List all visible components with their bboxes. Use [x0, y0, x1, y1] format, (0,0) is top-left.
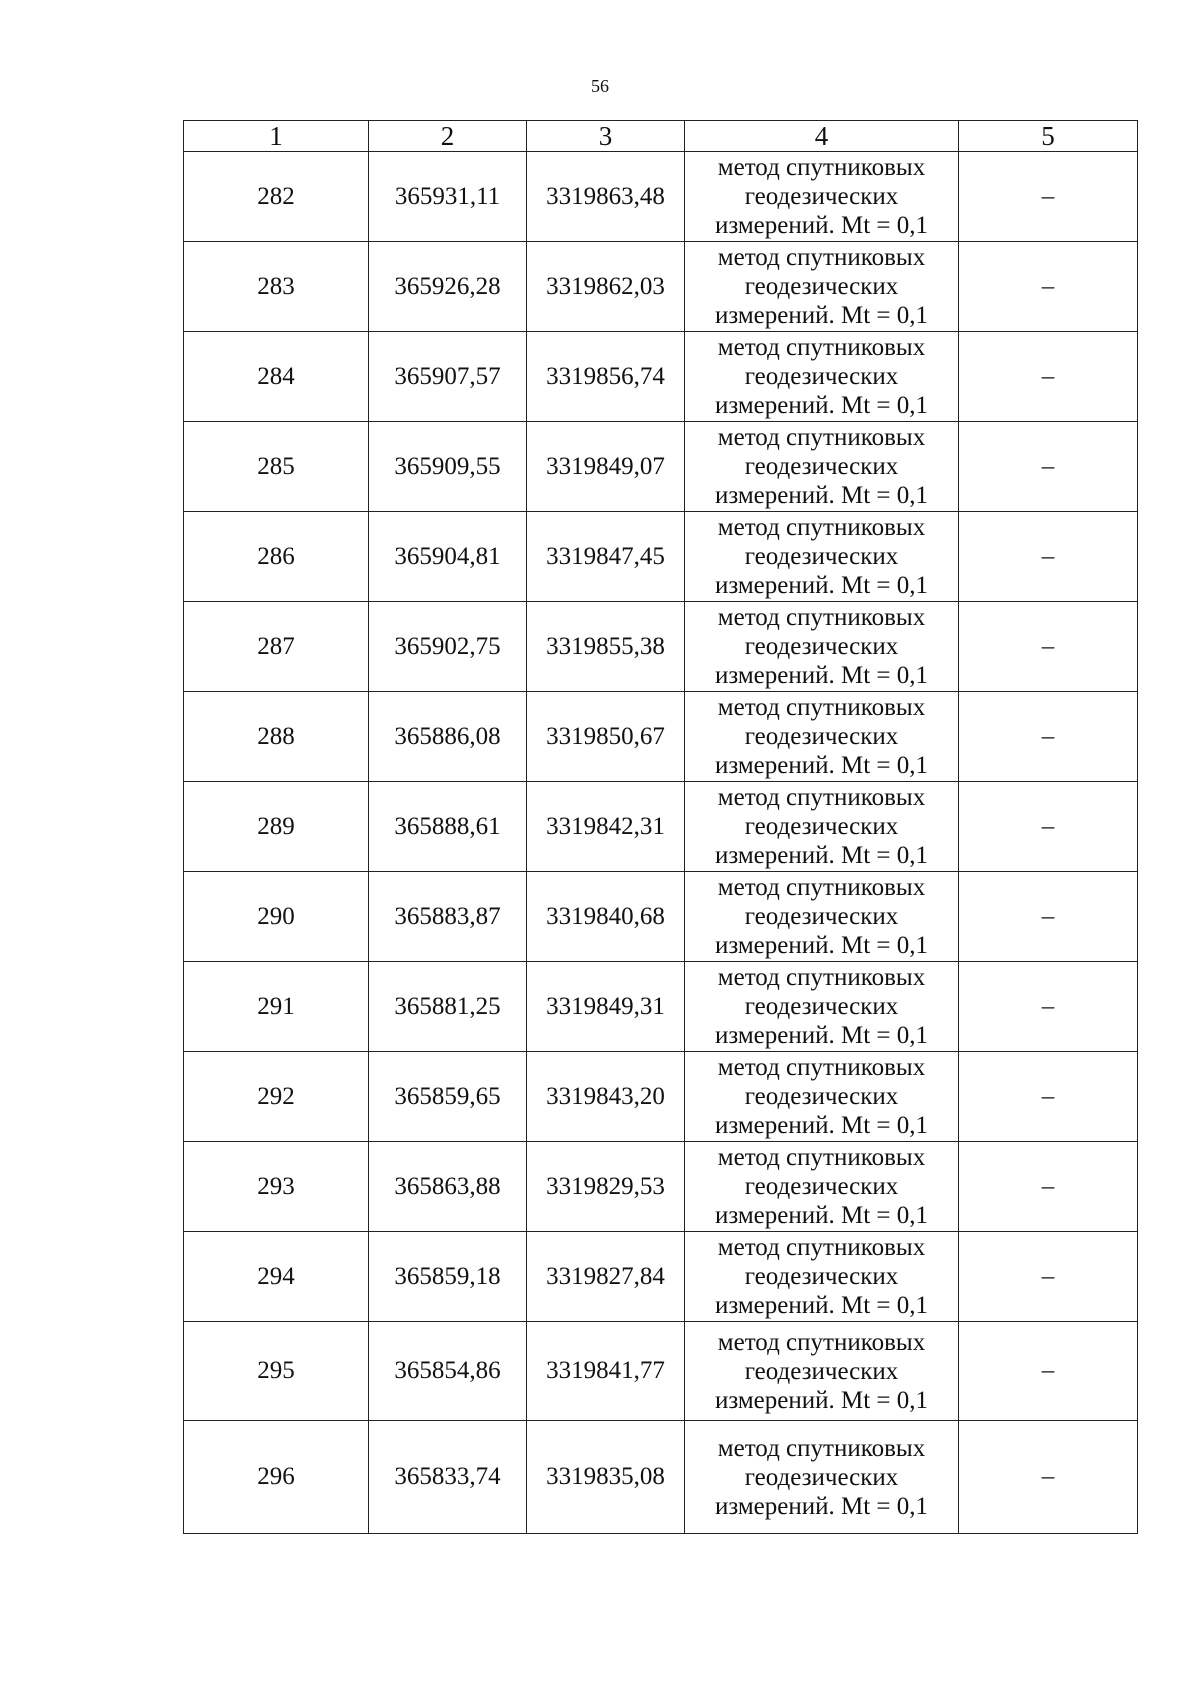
x-coordinate-cell	[369, 1322, 527, 1421]
point-number: 289	[257, 812, 295, 840]
method-cell	[685, 872, 959, 962]
note-cell	[959, 1052, 1138, 1142]
point-number: 295	[257, 1357, 295, 1384]
x-coordinate: 365854,86	[394, 1357, 501, 1384]
x-coordinate: 365833,74	[394, 1463, 501, 1490]
x-coordinate-cell	[369, 782, 527, 872]
point-number: 284	[257, 362, 295, 390]
x-coordinate-cell	[369, 1052, 527, 1142]
note-cell	[959, 962, 1138, 1052]
table-row	[184, 1232, 1138, 1322]
page-number: 56	[591, 76, 609, 96]
point-number-cell	[184, 1421, 369, 1534]
point-number-cell	[184, 422, 369, 512]
point-number-cell	[184, 152, 369, 242]
y-coordinate: 3319843,20	[546, 1082, 665, 1110]
coordinates-table	[183, 120, 1138, 1534]
method-line: метод спутниковых	[717, 424, 926, 451]
method-line: геодезических	[744, 993, 899, 1020]
note-value: –	[1041, 182, 1055, 210]
method-cell	[685, 1421, 959, 1534]
method-cell	[685, 782, 959, 872]
y-coordinate: 3319862,03	[546, 272, 665, 300]
y-coordinate-cell	[527, 512, 685, 602]
y-coordinate: 3319829,53	[546, 1172, 665, 1200]
method-line: метод спутниковых	[717, 964, 926, 991]
y-coordinate-cell	[527, 242, 685, 332]
note-cell	[959, 242, 1138, 332]
point-number-cell	[184, 1052, 369, 1142]
table-header-row	[184, 121, 1138, 152]
point-number: 283	[257, 272, 295, 300]
x-coordinate-cell	[369, 422, 527, 512]
note-value: –	[1041, 1463, 1055, 1490]
y-coordinate-cell	[527, 332, 685, 422]
note-value: –	[1041, 1262, 1055, 1290]
table-row	[184, 152, 1138, 242]
method-line: измерений. Mt = 0,1	[714, 302, 929, 329]
point-number-cell	[184, 332, 369, 422]
point-number: 293	[257, 1172, 295, 1200]
x-coordinate-cell	[369, 692, 527, 782]
point-number-cell	[184, 692, 369, 782]
point-number: 292	[257, 1082, 295, 1110]
x-coordinate-cell	[369, 242, 527, 332]
note-value: –	[1041, 1357, 1055, 1384]
method-line: измерений. Mt = 0,1	[714, 1022, 929, 1049]
point-number-cell	[184, 512, 369, 602]
y-coordinate-cell	[527, 422, 685, 512]
table-row	[184, 512, 1138, 602]
method-line: геодезических	[744, 813, 899, 840]
column-header: 4	[685, 121, 959, 152]
column-header: 3	[527, 121, 685, 152]
method-line: геодезических	[744, 183, 899, 210]
x-coordinate: 365886,08	[394, 722, 501, 750]
method-line: измерений. Mt = 0,1	[714, 842, 929, 869]
method-cell	[685, 512, 959, 602]
note-cell	[959, 512, 1138, 602]
table-row	[184, 1052, 1138, 1142]
method-line: измерений. Mt = 0,1	[714, 482, 929, 509]
y-coordinate-cell	[527, 602, 685, 692]
method-line: геодезических	[744, 1463, 899, 1491]
point-number: 282	[257, 182, 295, 210]
column-header: 5	[959, 121, 1138, 152]
column-header: 2	[369, 121, 527, 152]
method-line: геодезических	[744, 633, 899, 660]
method-cell	[685, 332, 959, 422]
table-row	[184, 422, 1138, 512]
x-coordinate: 365863,88	[394, 1172, 501, 1200]
note-cell	[959, 152, 1138, 242]
x-coordinate: 365904,81	[394, 542, 501, 570]
method-line: геодезических	[744, 903, 899, 930]
point-number: 286	[257, 542, 295, 570]
point-number-cell	[184, 242, 369, 332]
method-line: геодезических	[744, 453, 899, 480]
x-coordinate-cell	[369, 512, 527, 602]
y-coordinate: 3319863,48	[546, 182, 665, 210]
method-cell	[685, 152, 959, 242]
method-line: метод спутниковых	[717, 1434, 926, 1462]
method-line: метод спутниковых	[717, 784, 926, 811]
y-coordinate-cell	[527, 1142, 685, 1232]
method-line: метод спутниковых	[717, 514, 926, 541]
x-coordinate: 365859,18	[394, 1262, 501, 1290]
method-line: геодезических	[744, 1083, 899, 1110]
x-coordinate: 365859,65	[394, 1082, 501, 1110]
method-line: измерений. Mt = 0,1	[714, 1292, 929, 1319]
method-line: измерений. Mt = 0,1	[714, 932, 929, 959]
y-coordinate: 3319841,77	[546, 1357, 665, 1384]
point-number-cell	[184, 962, 369, 1052]
method-line: геодезических	[744, 1263, 899, 1290]
note-cell	[959, 1142, 1138, 1232]
note-value: –	[1041, 542, 1055, 570]
point-number-cell	[184, 602, 369, 692]
note-value: –	[1041, 272, 1055, 300]
table-row	[184, 692, 1138, 782]
method-line: геодезических	[744, 1173, 899, 1200]
note-cell	[959, 1232, 1138, 1322]
note-value: –	[1041, 632, 1055, 660]
y-coordinate-cell	[527, 962, 685, 1052]
y-coordinate-cell	[527, 1322, 685, 1421]
x-coordinate-cell	[369, 152, 527, 242]
method-cell	[685, 1232, 959, 1322]
method-line: геодезических	[744, 723, 899, 750]
point-number: 287	[257, 632, 295, 660]
point-number: 296	[257, 1463, 295, 1490]
point-number-cell	[184, 1232, 369, 1322]
note-value: –	[1041, 1172, 1055, 1200]
method-cell	[685, 602, 959, 692]
point-number: 290	[257, 902, 295, 930]
method-cell	[685, 1142, 959, 1232]
note-value: –	[1041, 902, 1055, 930]
x-coordinate: 365902,75	[394, 632, 501, 660]
note-cell	[959, 692, 1138, 782]
y-coordinate: 3319827,84	[546, 1262, 665, 1290]
note-value: –	[1041, 992, 1055, 1020]
table-row	[184, 1142, 1138, 1232]
y-coordinate-cell	[527, 1232, 685, 1322]
y-coordinate: 3319849,07	[546, 452, 665, 480]
note-cell	[959, 422, 1138, 512]
y-coordinate-cell	[527, 782, 685, 872]
table-row	[184, 602, 1138, 692]
y-coordinate-cell	[527, 1052, 685, 1142]
method-cell	[685, 422, 959, 512]
x-coordinate-cell	[369, 1142, 527, 1232]
y-coordinate: 3319840,68	[546, 902, 665, 930]
method-line: геодезических	[744, 363, 899, 390]
method-line: геодезических	[744, 273, 899, 300]
y-coordinate-cell	[527, 872, 685, 962]
note-value: –	[1041, 722, 1055, 750]
x-coordinate: 365881,25	[394, 992, 501, 1020]
note-value: –	[1041, 362, 1055, 390]
point-number-cell	[184, 1142, 369, 1232]
x-coordinate-cell	[369, 872, 527, 962]
method-line: измерений. Mt = 0,1	[714, 1386, 929, 1414]
method-line: метод спутниковых	[717, 1234, 926, 1261]
note-value: –	[1041, 452, 1055, 480]
note-value: –	[1041, 812, 1055, 840]
y-coordinate-cell	[527, 152, 685, 242]
point-number: 285	[257, 452, 295, 480]
point-number: 291	[257, 992, 295, 1020]
x-coordinate: 365888,61	[394, 812, 501, 840]
method-line: измерений. Mt = 0,1	[714, 572, 929, 599]
x-coordinate: 365926,28	[394, 272, 501, 300]
table-row	[184, 962, 1138, 1052]
x-coordinate-cell	[369, 602, 527, 692]
note-cell	[959, 332, 1138, 422]
table-body	[184, 152, 1138, 1534]
method-line: измерений. Mt = 0,1	[714, 1202, 929, 1229]
note-cell	[959, 1421, 1138, 1534]
table-row	[184, 332, 1138, 422]
method-line: измерений. Mt = 0,1	[714, 662, 929, 689]
method-line: геодезических	[744, 1357, 899, 1385]
y-coordinate-cell	[527, 692, 685, 782]
y-coordinate-cell	[527, 1421, 685, 1534]
x-coordinate-cell	[369, 1232, 527, 1322]
method-cell	[685, 242, 959, 332]
table-row	[184, 1421, 1138, 1534]
table-row	[184, 782, 1138, 872]
x-coordinate-cell	[369, 332, 527, 422]
y-coordinate: 3319842,31	[546, 812, 665, 840]
point-number: 294	[257, 1262, 295, 1290]
method-line: геодезических	[744, 543, 899, 570]
method-line: измерений. Mt = 0,1	[714, 392, 929, 419]
note-value: –	[1041, 1082, 1055, 1110]
method-line: метод спутниковых	[717, 244, 926, 271]
x-coordinate: 365907,57	[394, 362, 501, 390]
note-cell	[959, 1322, 1138, 1421]
method-line: измерений. Mt = 0,1	[714, 1492, 929, 1520]
note-cell	[959, 872, 1138, 962]
method-cell	[685, 1052, 959, 1142]
table-row	[184, 242, 1138, 332]
y-coordinate: 3319855,38	[546, 632, 665, 660]
y-coordinate: 3319835,08	[546, 1463, 665, 1490]
method-line: метод спутниковых	[717, 694, 926, 721]
method-line: метод спутниковых	[717, 154, 926, 181]
y-coordinate: 3319850,67	[546, 722, 665, 750]
column-header: 1	[184, 121, 369, 152]
y-coordinate: 3319849,31	[546, 992, 665, 1020]
point-number-cell	[184, 782, 369, 872]
point-number: 288	[257, 722, 295, 750]
x-coordinate-cell	[369, 1421, 527, 1534]
method-line: метод спутниковых	[717, 334, 926, 361]
method-line: метод спутниковых	[717, 1144, 926, 1171]
method-cell	[685, 1322, 959, 1421]
method-line: измерений. Mt = 0,1	[714, 752, 929, 779]
method-line: метод спутниковых	[717, 1328, 926, 1356]
y-coordinate: 3319856,74	[546, 362, 665, 390]
note-cell	[959, 602, 1138, 692]
table-row	[184, 1322, 1138, 1421]
method-line: измерений. Mt = 0,1	[714, 212, 929, 239]
table-row	[184, 872, 1138, 962]
point-number-cell	[184, 872, 369, 962]
y-coordinate: 3319847,45	[546, 542, 665, 570]
method-cell	[685, 692, 959, 782]
method-line: измерений. Mt = 0,1	[714, 1112, 929, 1139]
x-coordinate: 365909,55	[394, 452, 501, 480]
method-line: метод спутниковых	[717, 1054, 926, 1081]
method-cell	[685, 962, 959, 1052]
x-coordinate: 365931,11	[394, 182, 501, 210]
method-line: метод спутниковых	[717, 604, 926, 631]
method-line: метод спутниковых	[717, 874, 926, 901]
note-cell	[959, 782, 1138, 872]
point-number-cell	[184, 1322, 369, 1421]
x-coordinate: 365883,87	[394, 902, 501, 930]
x-coordinate-cell	[369, 962, 527, 1052]
